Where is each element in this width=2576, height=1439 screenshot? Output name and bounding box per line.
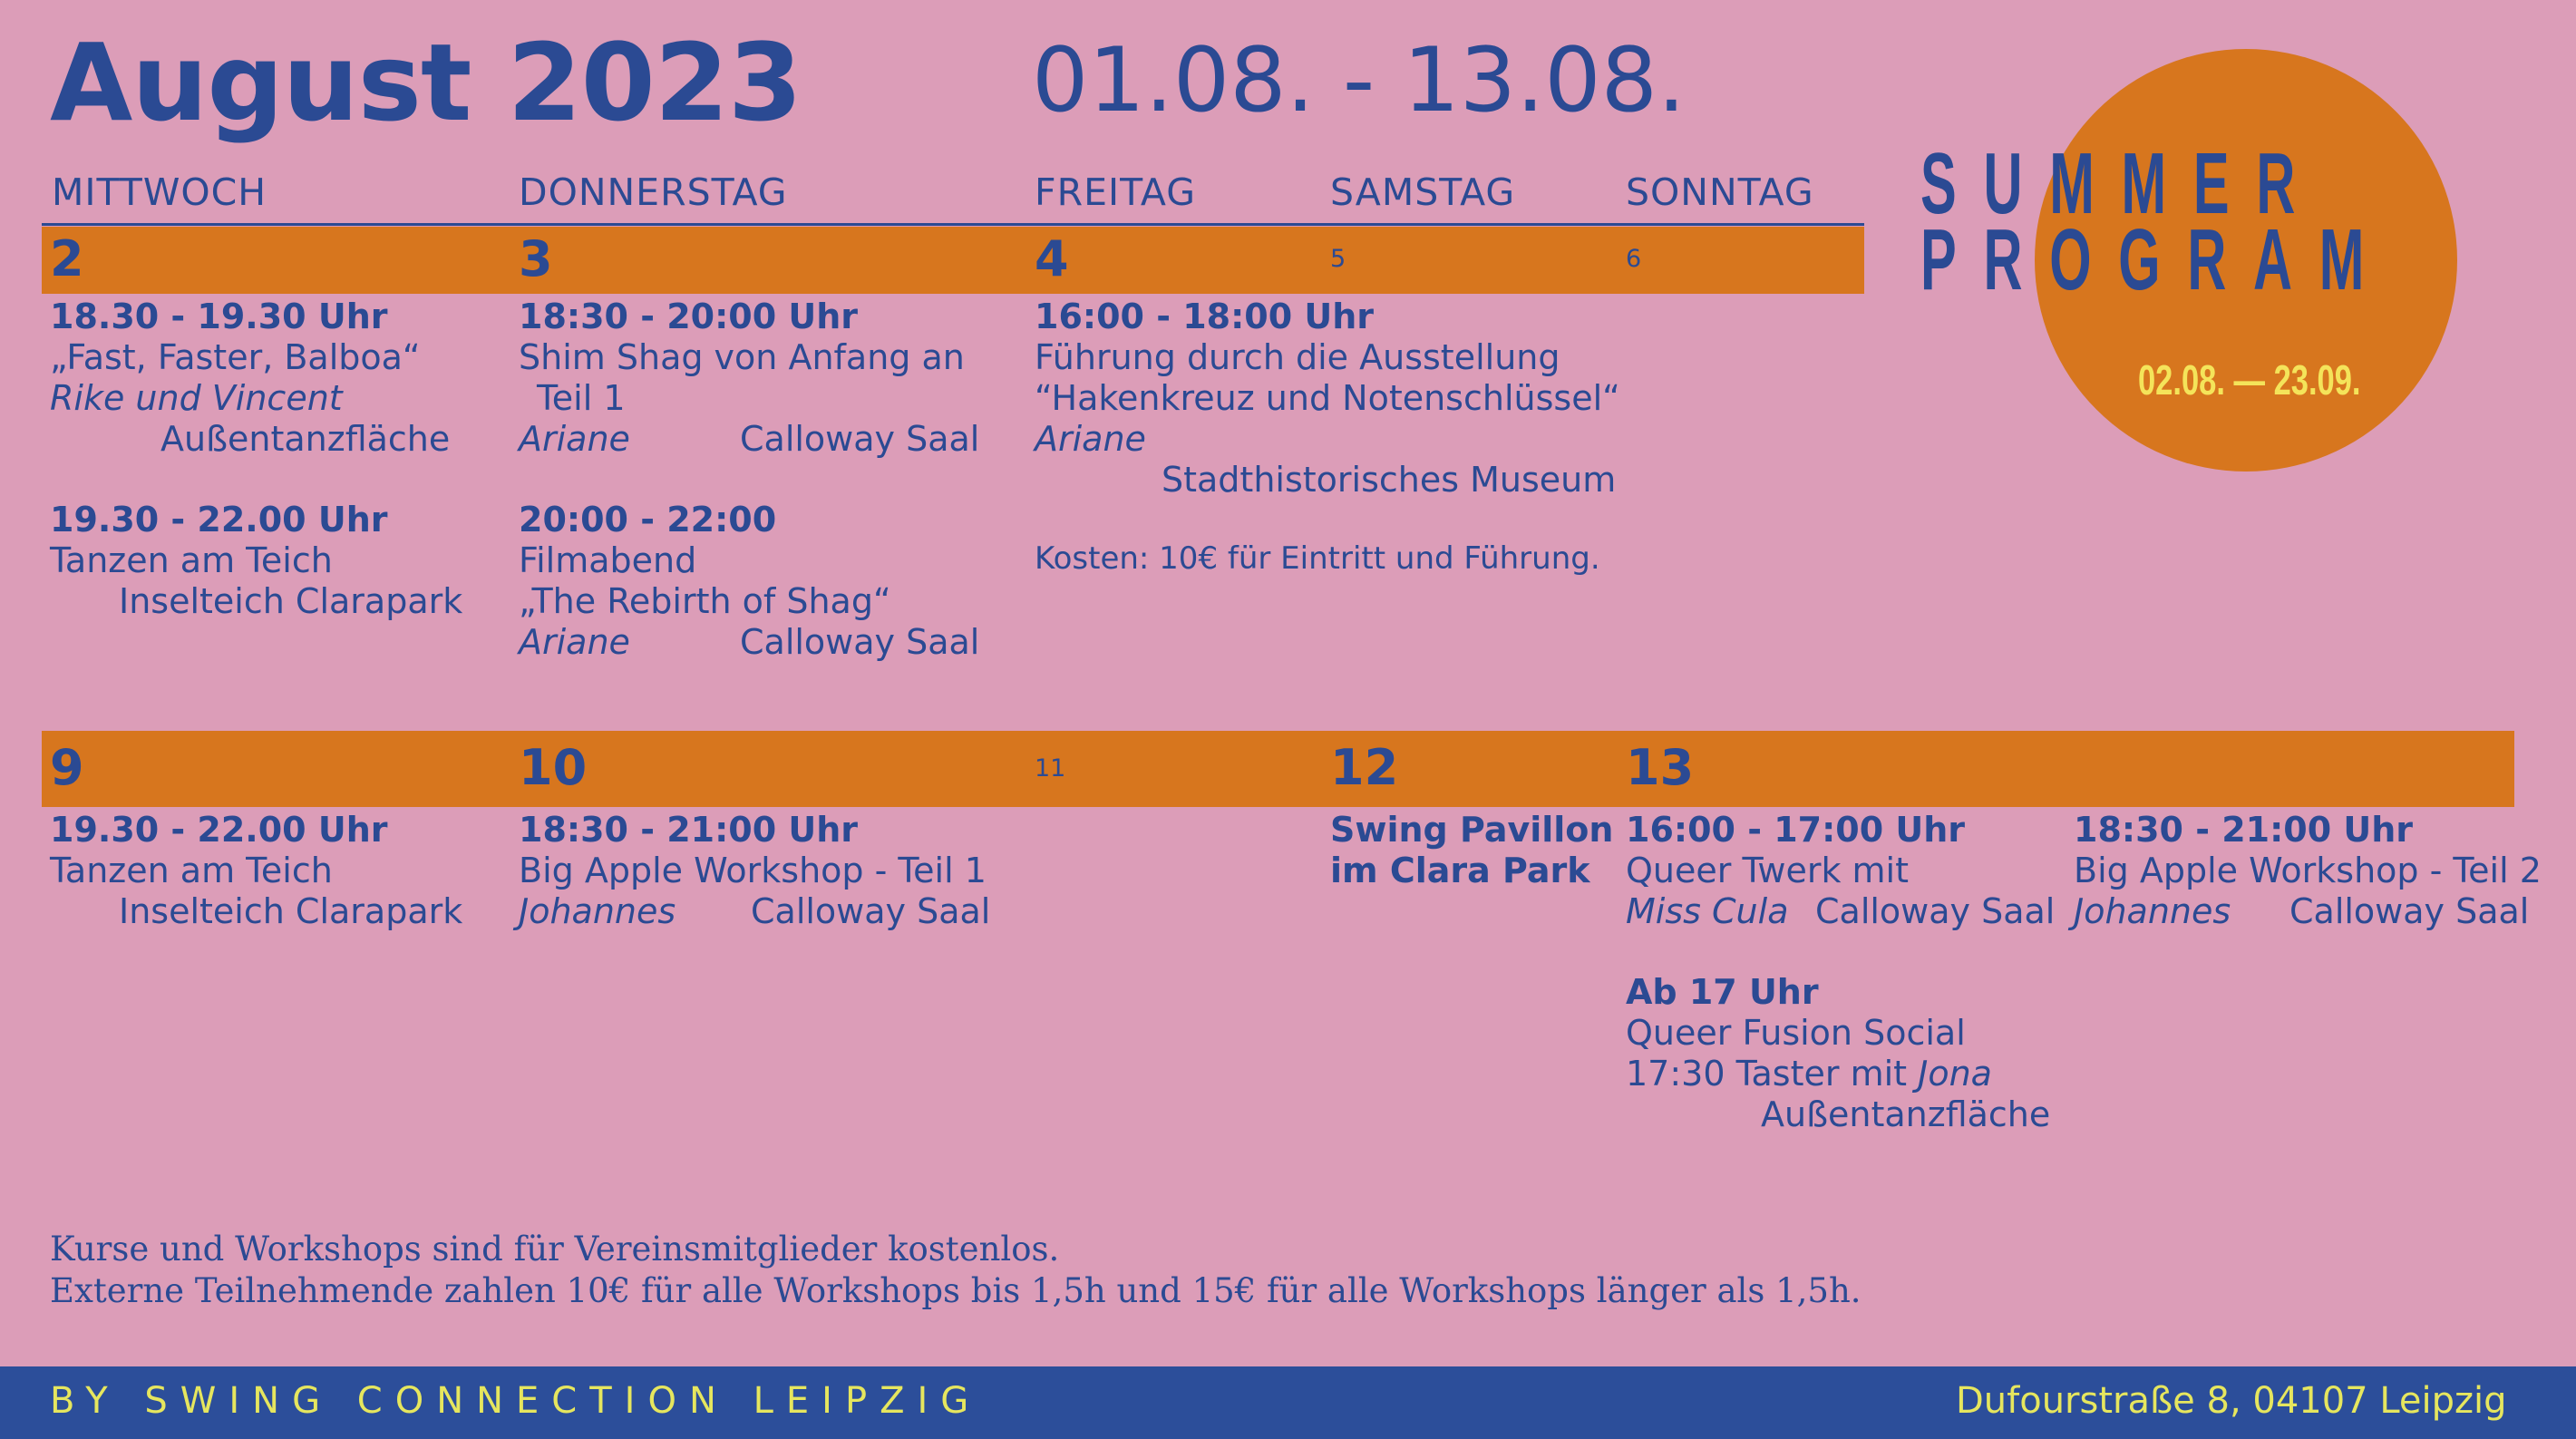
page-title: August 2023	[50, 20, 802, 145]
day-number: 5	[1330, 245, 1346, 273]
event-teacher: Ariane	[519, 419, 630, 459]
event-title: Führung durch die Ausstellung	[1035, 337, 1560, 377]
event-teacher: Johannes	[519, 891, 676, 931]
event-time: 20:00 - 22:00	[519, 500, 777, 540]
event-title: Big Apple Workshop - Teil 2	[2074, 851, 2542, 890]
event-teacher: Jona	[1918, 1054, 1992, 1094]
pricing-note: Externe Teilnehmende zahlen 10€ für alle Workshops bis 1,5h und 15€ für alle Workshops länger als 1,5h.	[50, 1271, 1862, 1310]
day-number: 10	[519, 739, 588, 796]
event-title: Filmabend	[519, 540, 697, 580]
event-location: Außentanzfläche	[160, 419, 451, 459]
footer-organizer: BY SWING CONNECTION LEIPZIG	[50, 1380, 982, 1422]
event-location: Stadthistorisches Museum	[1162, 460, 1617, 500]
event-taster-text: 17:30 Taster mit	[1626, 1054, 1919, 1094]
badge-program: PROGRAM	[1920, 211, 2392, 308]
event-cost-note: Kosten: 10€ für Eintritt und Führung.	[1035, 540, 1600, 577]
date-range: 01.08. - 13.08.	[1032, 29, 1687, 132]
weekday-friday: FREITAG	[1035, 170, 1197, 214]
weekday-sunday: SONNTAG	[1626, 170, 1814, 214]
event-subtitle: “Hakenkreuz und Notenschlüssel“	[1035, 378, 1620, 418]
event-time: 18:30 - 21:00 Uhr	[2074, 810, 2414, 850]
event-title: Tanzen am Teich	[50, 851, 333, 890]
weekday-wednesday: MITTWOCH	[52, 170, 267, 214]
event-location: Calloway Saal	[740, 419, 980, 459]
header-divider	[42, 223, 1864, 226]
day-number: 13	[1626, 739, 1695, 796]
day-number: 4	[1035, 230, 1069, 287]
weekday-saturday: SAMSTAG	[1330, 170, 1516, 214]
event-title: Queer Twerk mit	[1626, 851, 1910, 890]
event-location: Calloway Saal	[2289, 891, 2530, 931]
event-title: im Clara Park	[1330, 851, 1590, 890]
event-title: „Fast, Faster, Balboa“	[50, 337, 421, 377]
week1-date-bar	[42, 227, 1864, 294]
event-location: Calloway Saal	[751, 891, 991, 931]
event-time: 19.30 - 22.00 Uhr	[50, 500, 388, 540]
day-number: 2	[50, 230, 84, 287]
event-location: Inselteich Clarapark	[119, 581, 463, 621]
event-time: 18:30 - 20:00 Uhr	[519, 297, 859, 336]
day-number: 6	[1626, 245, 1642, 273]
event-time: 16:00 - 18:00 Uhr	[1035, 297, 1375, 336]
event-location: Calloway Saal	[740, 622, 980, 662]
badge-summer: SUMMER	[1920, 135, 2323, 232]
event-title: Big Apple Workshop - Teil 1	[519, 851, 987, 890]
event-subtitle: Teil 1	[537, 378, 626, 418]
event-teacher: Miss Cula	[1626, 891, 1789, 931]
event-teacher: Rike und Vincent	[50, 378, 343, 418]
pricing-note: Kurse und Workshops sind für Vereinsmitglieder kostenlos.	[50, 1230, 1060, 1269]
event-time: 16:00 - 17:00 Uhr	[1626, 810, 1966, 850]
day-number: 9	[50, 739, 84, 796]
event-title: Queer Fusion Social	[1626, 1013, 1966, 1053]
week2-date-bar	[42, 731, 2514, 807]
badge-dates: 02.08. — 23.09.	[2138, 356, 2361, 404]
day-number: 11	[1035, 754, 1066, 783]
event-time: 18.30 - 19.30 Uhr	[50, 297, 388, 336]
event-title: Shim Shag von Anfang an	[519, 337, 965, 377]
event-taster	[1626, 1054, 1992, 1094]
event-teacher: Ariane	[1035, 419, 1146, 459]
event-location: Außentanzfläche	[1761, 1094, 2051, 1134]
weekday-thursday: DONNERSTAG	[519, 170, 788, 214]
event-title: Tanzen am Teich	[50, 540, 333, 580]
event-subtitle: „The Rebirth of Shag“	[519, 581, 891, 621]
footer-address: Dufourstraße 8, 04107 Leipzig	[1956, 1380, 2507, 1422]
day-number: 12	[1330, 739, 1399, 796]
event-location: Inselteich Clarapark	[119, 891, 463, 931]
event-teacher: Ariane	[519, 622, 630, 662]
event-location: Calloway Saal	[1815, 891, 2056, 931]
event-time: 18:30 - 21:00 Uhr	[519, 810, 859, 850]
event-teacher: Johannes	[2074, 891, 2231, 931]
event-time: Ab 17 Uhr	[1626, 972, 1819, 1012]
event-title: Swing Pavillon	[1330, 810, 1614, 850]
event-time: 19.30 - 22.00 Uhr	[50, 810, 388, 850]
day-number: 3	[519, 230, 553, 287]
